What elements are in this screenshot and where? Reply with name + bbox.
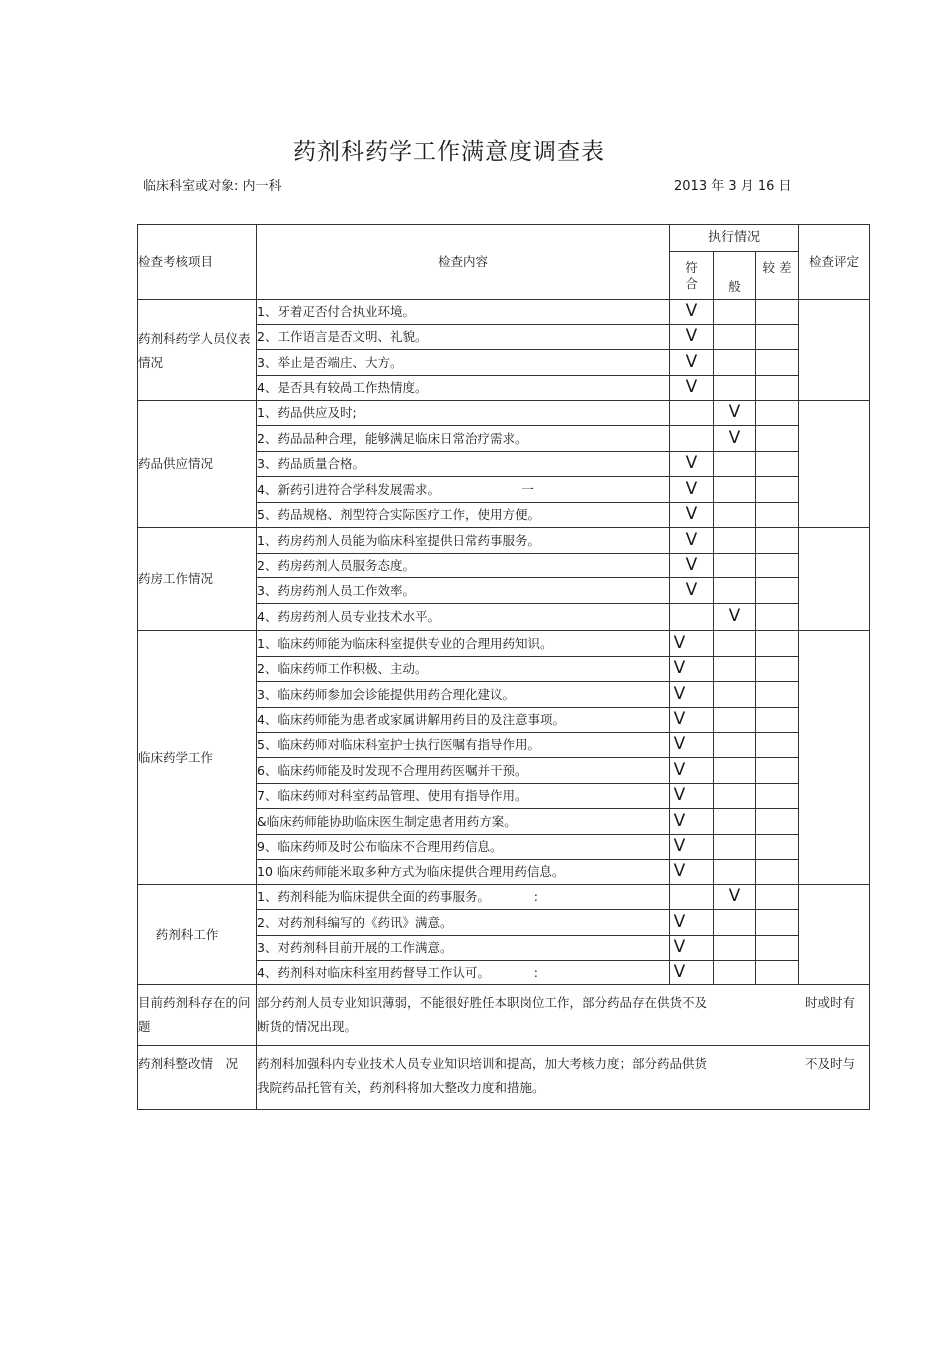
rating-poor-cell (756, 452, 799, 477)
rating-poor-cell (756, 708, 799, 733)
rating-general-cell (714, 936, 756, 961)
rating-conform-cell (670, 910, 714, 936)
review-cell (799, 528, 870, 631)
check-mark: V (673, 911, 686, 932)
check-item: 2、药品品种合理，能够满足临床日常治疗需求。 (257, 426, 670, 452)
rating-conform-cell (670, 528, 714, 554)
table-row (138, 631, 870, 657)
header-content: 检查内容 (257, 225, 670, 300)
rating-conform-cell (670, 682, 714, 708)
rating-poor-cell (756, 477, 799, 503)
check-item: 9、临床药师及时公布临床不合理用药信息。 (257, 835, 670, 860)
rating-poor-cell (756, 376, 799, 401)
rating-poor-cell (756, 350, 799, 376)
rating-poor-cell (756, 758, 799, 784)
header-category: 检查考核项目 (138, 225, 257, 300)
check-item: 4、药剂科对临床科室用药督导工作认可。 : (257, 961, 670, 985)
check-item: 4、新药引进符合学科发展需求。 一 (257, 477, 670, 503)
rating-conform-cell (670, 885, 714, 910)
problems-text (257, 985, 870, 1046)
rating-poor-cell (756, 784, 799, 809)
review-cell (799, 631, 870, 885)
rating-conform-cell (670, 657, 714, 682)
check-mark: V (685, 377, 698, 398)
problems-tail: 时或时有 (804, 995, 855, 1010)
check-mark: V (685, 554, 698, 575)
check-item: 5、临床药师对临床科室护士执行医嘱有指导作用。 (257, 733, 670, 758)
rating-conform-cell (670, 325, 714, 350)
rating-general-cell (714, 657, 756, 682)
rating-general-cell (714, 477, 756, 503)
rating-general-cell (714, 708, 756, 733)
rating-conform-cell (670, 961, 714, 985)
rating-general-cell (714, 604, 756, 631)
rating-poor-cell (756, 733, 799, 758)
rectification-tail: 不及时与 (804, 1056, 855, 1071)
rating-general-cell (714, 733, 756, 758)
rating-general-cell (714, 376, 756, 401)
check-item: 4、临床药师能为患者或家属讲解用药目的及注意事项。 (257, 708, 670, 733)
rating-poor-cell (756, 578, 799, 604)
problems-line1: 部分药剂人员专业知识薄弱，不能很好胜任本职岗位工作，部分药品存在供货不及 (257, 995, 708, 1010)
check-item: 3、药品质量合格。 (257, 452, 670, 477)
rating-conform-cell (670, 426, 714, 452)
check-item: 6、临床药师能及时发现不合理用药医嘱并干预。 (257, 758, 670, 784)
rating-general-cell (714, 910, 756, 936)
rating-conform-cell (670, 708, 714, 733)
rating-general-cell (714, 578, 756, 604)
rating-poor-cell (756, 809, 799, 835)
check-mark: V (685, 504, 698, 525)
category-cell: 药剂科药学人员仪表情况 (138, 300, 257, 401)
check-mark: V (673, 861, 686, 882)
table-row (138, 885, 870, 910)
rating-conform-cell (670, 300, 714, 325)
check-item: 7、临床药师对科室药品管理、使用有指导作用。 (257, 784, 670, 809)
rating-general-cell (714, 528, 756, 554)
rating-conform-cell (670, 503, 714, 528)
category-cell: 药剂科工作 (138, 885, 257, 985)
rating-poor-cell (756, 682, 799, 708)
rating-conform-cell (670, 758, 714, 784)
rating-conform-cell (670, 835, 714, 860)
rating-poor-cell (756, 503, 799, 528)
rating-poor-cell (756, 528, 799, 554)
rating-poor-cell (756, 910, 799, 936)
table-row (138, 300, 870, 325)
rating-general-cell (714, 401, 756, 426)
check-mark: V (685, 529, 698, 550)
rating-poor-cell (756, 631, 799, 657)
rating-general-cell (714, 961, 756, 985)
check-item: 2、对药剂科编写的《药讯》满意。 (257, 910, 670, 936)
subject-value: 内一科 (242, 179, 282, 194)
header-general (714, 252, 756, 300)
rating-poor-cell (756, 300, 799, 325)
rating-conform-cell (670, 554, 714, 578)
header-execution: 执行情况 (670, 225, 799, 252)
rating-general-cell (714, 426, 756, 452)
check-item: 1、药品供应及时; (257, 401, 670, 426)
subject-label: 临床科室或对象: (143, 179, 239, 194)
check-item: 1、临床药师能为临床科室提供专业的合理用药知识。 (257, 631, 670, 657)
check-mark: V (673, 785, 686, 806)
check-mark: V (673, 683, 686, 704)
header-conform-top: 符 (685, 259, 698, 275)
rating-poor-cell (756, 426, 799, 452)
rectification-text (257, 1046, 870, 1110)
rating-general-cell (714, 452, 756, 477)
check-mark: V (685, 301, 698, 322)
rating-general-cell (714, 758, 756, 784)
rating-conform-cell (670, 733, 714, 758)
rectification-label: 药剂科整改情 况 (138, 1046, 257, 1110)
rating-general-cell (714, 350, 756, 376)
check-mark: V (673, 836, 686, 857)
header-general-bottom: 般 (728, 279, 741, 295)
rating-general-cell (714, 784, 756, 809)
review-cell (799, 885, 870, 985)
rating-general-cell (714, 682, 756, 708)
check-mark: V (673, 759, 686, 780)
check-item: 3、临床药师参加会诊能提供用药合理化建议。 (257, 682, 670, 708)
check-item: 4、是否具有较咼工作热情度。 (257, 376, 670, 401)
rating-conform-cell (670, 936, 714, 961)
rating-general-cell (714, 325, 756, 350)
check-mark: V (673, 709, 686, 730)
rating-conform-cell (670, 784, 714, 809)
rating-general-cell (714, 300, 756, 325)
problems-line2: 断货的情况出现。 (257, 1018, 358, 1034)
rating-general-cell (714, 885, 756, 910)
review-cell (799, 300, 870, 401)
check-mark: V (673, 632, 686, 653)
check-item: 3、举止是否端庄、大方。 (257, 350, 670, 376)
check-mark: V (685, 478, 698, 499)
check-mark: V (728, 427, 741, 448)
survey-table (137, 224, 870, 1110)
check-mark: V (673, 658, 686, 679)
rectification-row (138, 1046, 870, 1110)
category-cell: 药品供应情况 (138, 401, 257, 528)
table-row (138, 528, 870, 554)
rating-general-cell (714, 631, 756, 657)
rating-poor-cell (756, 604, 799, 631)
header-conform (670, 252, 714, 300)
problems-row (138, 985, 870, 1046)
check-item: &临床药师能协助临床医生制定患者用药方案。 (257, 809, 670, 835)
table-row (138, 401, 870, 426)
check-mark: V (673, 937, 686, 958)
rating-conform-cell (670, 350, 714, 376)
rating-conform-cell (670, 604, 714, 631)
check-item: 1、牙着疋否付合执业环境。 (257, 300, 670, 325)
check-mark: V (685, 453, 698, 474)
rectification-line1: 药剂科加强科内专业技术人员专业知识培训和提高，加大考核力度；部分药品供货 (257, 1056, 708, 1071)
survey-date: 2013 年 3 月 16 日 (674, 179, 792, 194)
page-title: 药剂科药学工作满意度调查表 (293, 139, 605, 165)
header-review-text: 检查评定 (808, 253, 859, 269)
problems-label: 目前药剂科存在的问题 (138, 985, 257, 1046)
check-mark: V (728, 606, 741, 627)
review-cell (799, 401, 870, 528)
rating-conform-cell (670, 631, 714, 657)
category-cell: 临床药学工作 (138, 631, 257, 885)
check-item: 2、工作语言是否文明、礼貌。 (257, 325, 670, 350)
header-conform-bottom: 合 (685, 275, 698, 291)
rating-general-cell (714, 860, 756, 885)
check-mark: V (685, 326, 698, 347)
check-mark: V (728, 886, 741, 907)
rectification-line2: 我院药品托管有关，药剂科将加大整改力度和措施。 (257, 1079, 545, 1095)
rating-conform-cell (670, 401, 714, 426)
check-mark: V (673, 734, 686, 755)
rating-poor-cell (756, 860, 799, 885)
check-mark: V (728, 402, 741, 423)
check-mark: V (673, 961, 686, 982)
rating-poor-cell (756, 835, 799, 860)
check-item: 2、临床药师工作积极、主动。 (257, 657, 670, 682)
check-mark: V (685, 351, 698, 372)
check-item: 3、对药剂科目前开展的工作满意。 (257, 936, 670, 961)
rating-poor-cell (756, 554, 799, 578)
rating-poor-cell (756, 961, 799, 985)
check-item: 4、药房药剂人员专业技术水平。 (257, 604, 670, 631)
rating-poor-cell (756, 325, 799, 350)
check-item: 10 临床药师能米取多种方式为临床提供合理用药信息。 (257, 860, 670, 885)
rating-general-cell (714, 503, 756, 528)
check-item: 3、药房药剂人员工作效率。 (257, 578, 670, 604)
rating-conform-cell (670, 809, 714, 835)
check-mark: V (673, 810, 686, 831)
check-item: 5、药品规格、剂型符合实际医疗工作，使用方便。 (257, 503, 670, 528)
category-cell: 药房工作情况 (138, 528, 257, 631)
subject-line (143, 175, 282, 194)
rating-conform-cell (670, 477, 714, 503)
rating-poor-cell (756, 885, 799, 910)
rating-general-cell (714, 835, 756, 860)
header-review (799, 225, 870, 300)
rating-conform-cell (670, 452, 714, 477)
rating-conform-cell (670, 860, 714, 885)
rating-poor-cell (756, 936, 799, 961)
rating-conform-cell (670, 578, 714, 604)
check-item: 2、药房药剂人员服务态度。 (257, 554, 670, 578)
check-item: 1、药房药剂人员能为临床科室提供日常药事服务。 (257, 528, 670, 554)
header-poor: 较 差 (756, 252, 799, 300)
rating-general-cell (714, 554, 756, 578)
check-mark: V (685, 579, 698, 600)
rating-poor-cell (756, 401, 799, 426)
check-item: 1、药剂科能为临床提供全面的药事服务。 : (257, 885, 670, 910)
rating-conform-cell (670, 376, 714, 401)
rating-poor-cell (756, 657, 799, 682)
rating-general-cell (714, 809, 756, 835)
